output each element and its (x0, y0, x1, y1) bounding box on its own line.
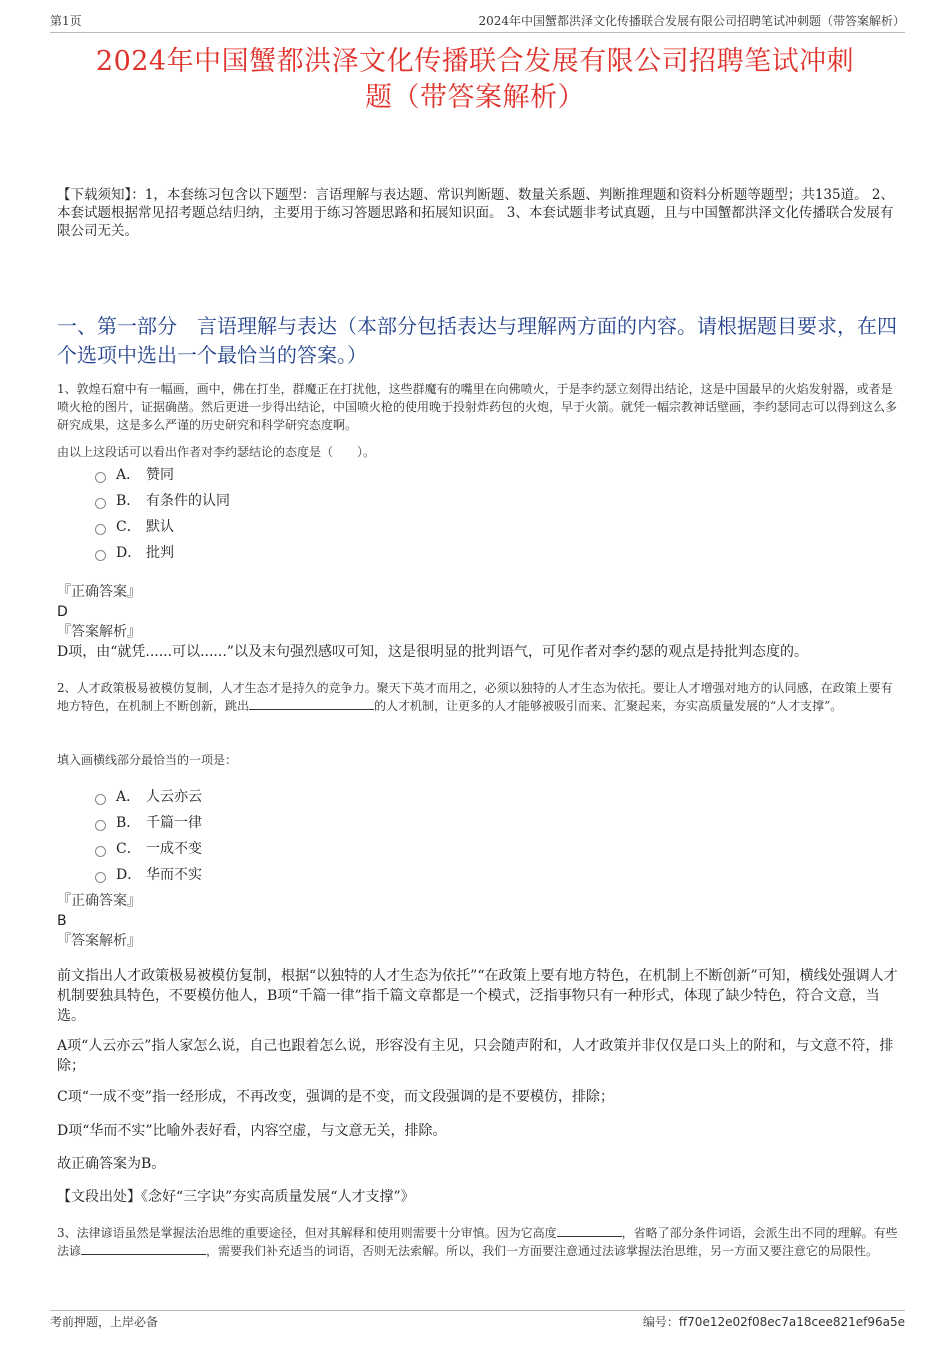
radio-icon[interactable] (95, 846, 106, 857)
source-citation: 【文段出处】《念好“三字诀”夯实高质量发展“人才支撑”》 (57, 1189, 415, 1205)
answer-blank (81, 1244, 206, 1255)
analysis-label: 『答案解析』 (57, 624, 141, 640)
option-a[interactable]: A． 赞同 (95, 462, 395, 488)
radio-icon[interactable] (95, 550, 106, 561)
section-heading: 一、第一部分 言语理解与表达（本部分包括表达与理解两方面的内容。请根据题目要求，在四个选项中选出一个最恰当的答案。） (57, 314, 897, 367)
option-d[interactable]: D． 批判 (95, 540, 395, 566)
option-b[interactable]: B． 千篇一律 (95, 810, 395, 836)
radio-icon[interactable] (95, 498, 106, 509)
analysis-paragraph: 故正确答案为B。 (57, 1156, 166, 1172)
title-line-2: 题（带答案解析） (365, 82, 585, 113)
doc-id: 编号：ff70e12e02f08ec7a18cee821ef96a5e (642, 1315, 905, 1329)
radio-icon[interactable] (95, 794, 106, 805)
answer-value: B (57, 913, 67, 929)
analysis-paragraph: C项“一成不变”指一经形成，不再改变，强调的是不变，而文段强调的是不要模仿，排除； (57, 1089, 615, 1105)
option-a[interactable]: A． 人云亦云 (95, 784, 395, 810)
analysis-paragraph: A项“人云亦云”指人家怎么说，自己也跟着怎么说，形容没有主见，只会随声附和，人才政策并非仅仅是口头上的附和，与文意不符，排除； (57, 1038, 894, 1074)
radio-icon[interactable] (95, 472, 106, 483)
answer-blank (249, 699, 374, 710)
question-1-ask: 由以上这段话可以看出作者对李约瑟结论的态度是（ ）。 (57, 445, 376, 459)
analysis-paragraph: 前文指出人才政策极易被模仿复制，根据“以独特的人才生态为依托”“在政策上要有地方特色，在机制上不断创新”可知，横线处强调人才机制要独具特色，不要模仿他人，B项“千篇一律”指千篇文章都是一个模式，泛指事物只有一种形式，体现了缺少特色，符合文意，当选。 (57, 968, 898, 1024)
question-1-text: 1、敦煌石窟中有一幅画，画中，佛在打坐，群魔正在打扰他，这些群魔有的嘴里在向佛喷火，于是李约瑟立刻得出结论，这是中国最早的火焰发射器，或者是喷火枪的图片，证据确凿。然后更进一步得出结论，中国喷火枪的使用晚于投射炸药包的火炮，早于火箭。就凭一幅宗教神话壁画，李约瑟同志可以得到这么多研究成果，这是多么严谨的历史研究和科学研究态度啊。 (57, 382, 898, 432)
answer-value: D (57, 604, 68, 620)
download-notice: 【下载须知】：1，本套练习包含以下题型：言语理解与表达题、常识判断题、数量关系题、判断推理题和资料分析题等题型；共135道。 2、本套试题根据常见招考题总结归纳，主要用于练习答题思路和拓展知识面。 3、本套试题非考试真题，且与中国蟹都洪泽文化传播联合发展有限公司无关。 (57, 187, 894, 239)
option-c[interactable]: C． 默认 (95, 514, 395, 540)
analysis-text: D项，由“就凭......可以......”以及末句强烈感叹可知，这是很明显的批判语气，可见作者对李约瑟的观点是持批判态度的。 (57, 644, 808, 660)
page-number: 第1页 (50, 14, 82, 28)
header-doc-title: 2024年中国蟹都洪泽文化传播联合发展有限公司招聘笔试冲刺题（带答案解析） (478, 14, 905, 28)
option-b[interactable]: B． 有条件的认同 (95, 488, 395, 514)
title-line-1: 2024年中国蟹都洪泽文化传播联合发展有限公司招聘笔试冲刺 (95, 46, 855, 77)
question-2-options (95, 784, 395, 888)
answer-blank (557, 1226, 622, 1237)
footer-slogan: 考前押题，上岸必备 (50, 1315, 159, 1329)
answer-label: 『正确答案』 (57, 584, 141, 600)
page-header (50, 12, 905, 32)
option-d[interactable]: D． 华而不实 (95, 862, 395, 888)
option-c[interactable]: C． 一成不变 (95, 836, 395, 862)
analysis-paragraph: D项“华而不实”比喻外表好看，内容空虚，与文意无关，排除。 (57, 1123, 447, 1139)
header-divider (50, 32, 905, 33)
radio-icon[interactable] (95, 820, 106, 831)
radio-icon[interactable] (95, 872, 106, 883)
footer-divider (50, 1310, 905, 1311)
question-1-answer (57, 582, 902, 662)
question-2-text: 2、人才政策极易被模仿复制，人才生态才是持久的竞争力。聚天下英才而用之，必须以独特的人才生态为依托。要让人才增强对地方的认同感，在政策上要有地方特色，在机制上不断创新，跳出 的人才机制，让更多的人才能够被吸引而来、汇聚起来，夯实高质量发展的“人才支撑”。 (57, 681, 893, 713)
question-2-answer (57, 891, 902, 951)
question-2-ask: 填入画横线部分最恰当的一项是： (57, 753, 238, 767)
question-1-options (95, 462, 395, 566)
question-3-text: 3、法律谚语虽然是掌握法治思维的重要途径，但对其解释和使用则需要十分审慎。因为它高度 ，省略了部分条件词语，会派生出不同的理解。有些法谚 ，需要我们补充适当的词语，否则无法索解。所以，我们一方面要注意通过法谚掌握法治思维，另一方面又要注意它的局限性。 (57, 1226, 898, 1258)
analysis-label: 『答案解析』 (57, 933, 141, 949)
answer-label: 『正确答案』 (57, 893, 141, 909)
document-title (40, 44, 910, 116)
radio-icon[interactable] (95, 524, 106, 535)
